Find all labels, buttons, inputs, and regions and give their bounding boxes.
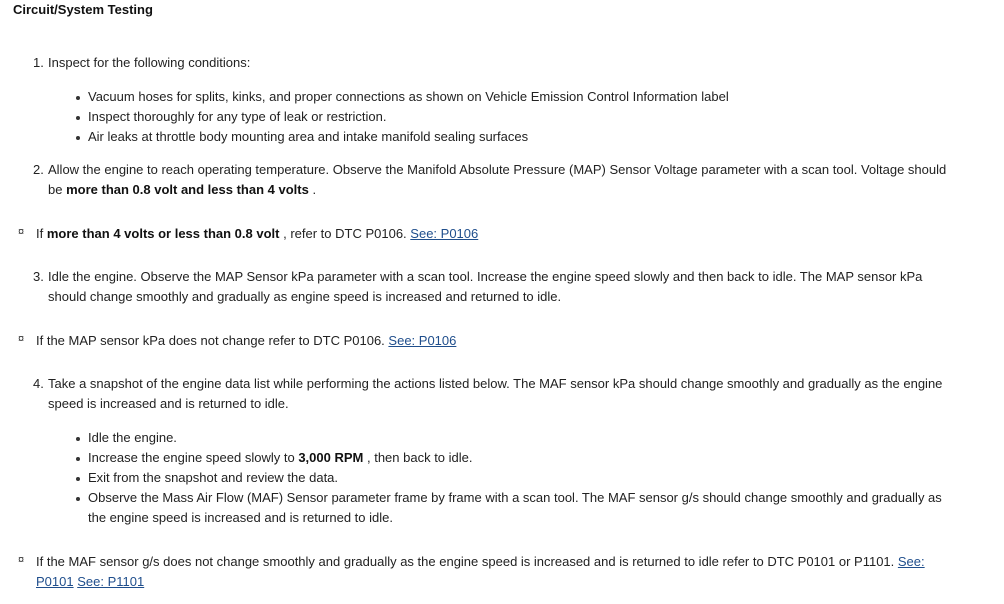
result-3 — [36, 331, 456, 351]
bullet-icon — [76, 457, 80, 461]
list-item: Vacuum hoses for splits, kinks, and proper connections as shown on Vehicle Emission Control Information label — [88, 89, 729, 104]
step-1-text: Inspect for the following conditions: — [48, 55, 251, 70]
bullet-icon — [76, 477, 80, 481]
see-p0106-link[interactable]: See: P0106 — [410, 226, 479, 241]
see-p1101-link[interactable]: See: P1101 — [77, 574, 145, 589]
list-item — [88, 448, 473, 468]
result-4 — [36, 552, 925, 572]
rpm-value: 3,000 RPM — [298, 450, 364, 465]
result-2-bold: more than 4 volts or less than 0.8 volt — [46, 226, 280, 241]
list-marker-icon: ¤ — [18, 333, 25, 345]
list-marker-icon: ¤ — [18, 554, 25, 566]
bullet-icon — [76, 136, 80, 140]
step-3-line-1: Idle the engine. Observe the MAP Sensor kPa parameter with a scan tool. Increase the engine speed slowly and then back to idle. The MAP sensor kPa — [48, 269, 923, 284]
result-2 — [36, 224, 478, 244]
list-item: Idle the engine. — [88, 430, 177, 445]
step-4-line-2: speed is increased and is returned to idle. — [48, 396, 289, 411]
step-number: 4. — [33, 376, 44, 391]
page-title: Circuit/System Testing — [13, 2, 153, 17]
step-number: 3. — [33, 269, 44, 284]
result-4-text: If the MAF sensor g/s does not change smoothly and gradually as the engine speed is increased and is returned to idle refer to DTC P0101 or P1101. — [36, 554, 895, 569]
step-2-line-2 — [48, 180, 316, 200]
bullet-icon — [76, 96, 80, 100]
bullet-icon — [76, 437, 80, 441]
result-3-text: If the MAP sensor kPa does not change refer to DTC P0106. — [36, 333, 385, 348]
list-item: Observe the Mass Air Flow (MAF) Sensor parameter frame by frame with a scan tool. The MAF sensor g/s should change smoothly and gradually as — [88, 490, 942, 505]
list-item: Inspect thoroughly for any type of leak or restriction. — [88, 109, 387, 124]
step-number: 1. — [33, 55, 44, 70]
see-p0101-link[interactable]: See: — [897, 554, 925, 569]
result-2-suffix: , refer to DTC P0106. — [283, 226, 407, 241]
bullet-icon — [76, 116, 80, 120]
bullet-2-prefix: Increase the engine speed slowly to — [88, 450, 295, 465]
voltage-range: more than 0.8 volt and less than 4 volts — [66, 182, 309, 197]
result-2-prefix: If — [36, 226, 44, 241]
bullet-2-suffix: , then back to idle. — [366, 450, 473, 465]
result-4-line-2 — [36, 572, 144, 592]
step-4-line-1: Take a snapshot of the engine data list while performing the actions listed below. The MAF sensor kPa should change smoothly and gradually as the engine — [48, 376, 943, 391]
step-2-prefix: be — [48, 182, 63, 197]
step-number: 2. — [33, 162, 44, 177]
bullet-icon — [76, 497, 80, 501]
step-3-line-2: should change smoothly and gradually as engine speed is increased and returned to idle. — [48, 289, 562, 304]
list-item-continuation: the engine speed is increased and is returned to idle. — [88, 510, 393, 525]
list-marker-icon: ¤ — [18, 226, 25, 238]
step-2-line-1: Allow the engine to reach operating temperature. Observe the Manifold Absolute Pressure (MAP) Sensor Voltage parameter with a scan tool. Voltage should — [48, 162, 947, 177]
list-item: Exit from the snapshot and review the data. — [88, 470, 339, 485]
list-item: Air leaks at throttle body mounting area and intake manifold sealing surfaces — [88, 129, 529, 144]
see-p0101-link-continuation[interactable]: P0101 — [36, 574, 74, 589]
step-2-suffix: . — [312, 182, 317, 197]
see-p0106-link[interactable]: See: P0106 — [388, 333, 457, 348]
